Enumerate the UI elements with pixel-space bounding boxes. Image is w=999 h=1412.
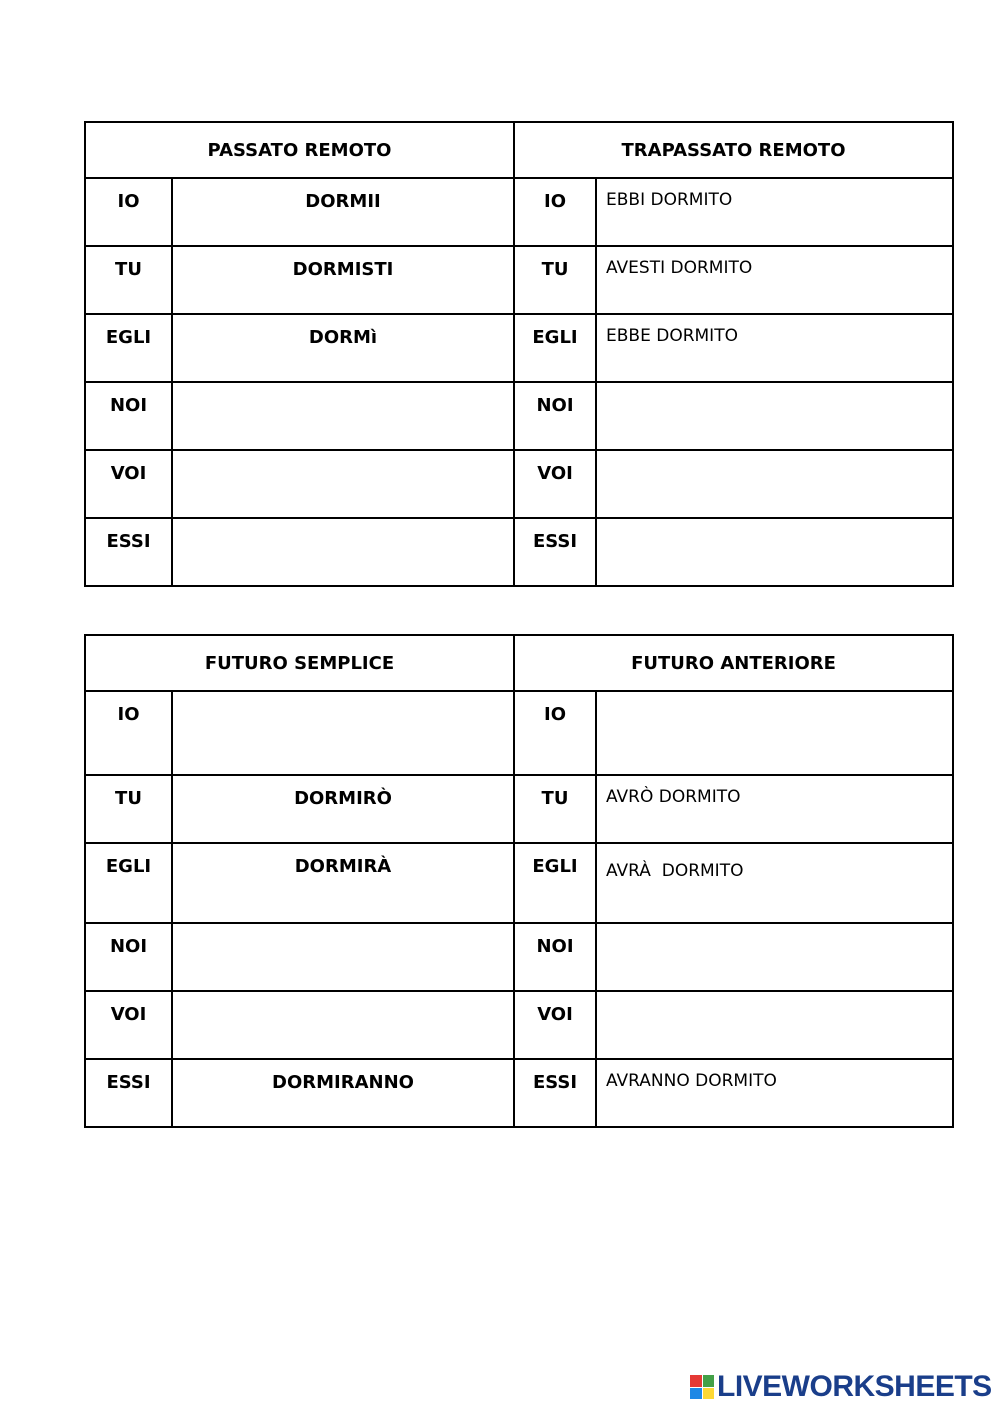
answer-cell[interactable]: EBBE DORMITO [596, 314, 953, 382]
table-row [85, 382, 953, 450]
answer-cell[interactable] [596, 382, 953, 450]
table-row [85, 843, 953, 923]
futuro-table [84, 634, 954, 1128]
pronoun-cell: IO [514, 691, 596, 775]
pronoun-cell: ESSI [85, 1059, 172, 1127]
table-row [85, 991, 953, 1059]
right-tense-header: TRAPASSATO REMOTO [514, 122, 953, 178]
table-header-row [85, 122, 953, 178]
logo-tile [690, 1388, 702, 1400]
left-tense-header: FUTURO SEMPLICE [85, 635, 514, 691]
logo-tile [703, 1375, 715, 1387]
answer-cell[interactable]: AVESTI DORMITO [596, 246, 953, 314]
answer-cell[interactable]: DORMISTI [172, 246, 514, 314]
pronoun-cell: TU [85, 246, 172, 314]
table-row [85, 775, 953, 843]
table-row [85, 1059, 953, 1127]
answer-cell[interactable] [596, 923, 953, 991]
logo-tile [690, 1375, 702, 1387]
pronoun-cell: VOI [85, 991, 172, 1059]
answer-cell[interactable]: DORMIRANNO [172, 1059, 514, 1127]
answer-cell[interactable] [596, 518, 953, 586]
table-row [85, 923, 953, 991]
pronoun-cell: NOI [85, 382, 172, 450]
pronoun-cell: IO [514, 178, 596, 246]
answer-cell[interactable]: DORMì [172, 314, 514, 382]
pronoun-cell: IO [85, 178, 172, 246]
pronoun-cell: ESSI [514, 518, 596, 586]
logo-tile [703, 1388, 715, 1400]
pronoun-cell: NOI [514, 382, 596, 450]
answer-cell[interactable] [172, 382, 514, 450]
pronoun-cell: TU [514, 246, 596, 314]
answer-cell[interactable]: AVRÒ DORMITO [596, 775, 953, 843]
pronoun-cell: VOI [85, 450, 172, 518]
pronoun-cell: VOI [514, 991, 596, 1059]
pronoun-cell: ESSI [85, 518, 172, 586]
logo-text: LIVEWORKSHEETS [717, 1370, 992, 1403]
answer-cell[interactable] [596, 691, 953, 775]
answer-cell[interactable] [172, 518, 514, 586]
answer-cell[interactable]: DORMIRÀ [172, 843, 514, 923]
left-tense-header: PASSATO REMOTO [85, 122, 514, 178]
answer-cell[interactable]: DORMIRÒ [172, 775, 514, 843]
answer-cell[interactable]: AVRANNO DORMITO [596, 1059, 953, 1127]
pronoun-cell: EGLI [85, 314, 172, 382]
liveworksheets-logo-icon [690, 1375, 714, 1399]
pronoun-cell: IO [85, 691, 172, 775]
pronoun-cell: NOI [514, 923, 596, 991]
answer-cell[interactable] [172, 991, 514, 1059]
table-row [85, 691, 953, 775]
pronoun-cell: EGLI [85, 843, 172, 923]
answer-cell[interactable]: AVRÀ DORMITO [596, 843, 953, 923]
passato-remoto-table [84, 121, 954, 587]
answer-cell[interactable] [596, 991, 953, 1059]
pronoun-cell: NOI [85, 923, 172, 991]
answer-cell[interactable]: DORMII [172, 178, 514, 246]
right-tense-header: FUTURO ANTERIORE [514, 635, 953, 691]
pronoun-cell: ESSI [514, 1059, 596, 1127]
table-header-row [85, 635, 953, 691]
table-row [85, 518, 953, 586]
pronoun-cell: EGLI [514, 843, 596, 923]
table-row [85, 450, 953, 518]
pronoun-cell: VOI [514, 450, 596, 518]
pronoun-cell: TU [514, 775, 596, 843]
table-row [85, 314, 953, 382]
answer-cell[interactable] [172, 691, 514, 775]
answer-cell[interactable]: EBBI DORMITO [596, 178, 953, 246]
pronoun-cell: EGLI [514, 314, 596, 382]
answer-cell[interactable] [172, 450, 514, 518]
pronoun-cell: TU [85, 775, 172, 843]
answer-cell[interactable] [596, 450, 953, 518]
table-row [85, 246, 953, 314]
answer-cell[interactable] [172, 923, 514, 991]
liveworksheets-logo[interactable] [690, 1370, 992, 1404]
table-row [85, 178, 953, 246]
